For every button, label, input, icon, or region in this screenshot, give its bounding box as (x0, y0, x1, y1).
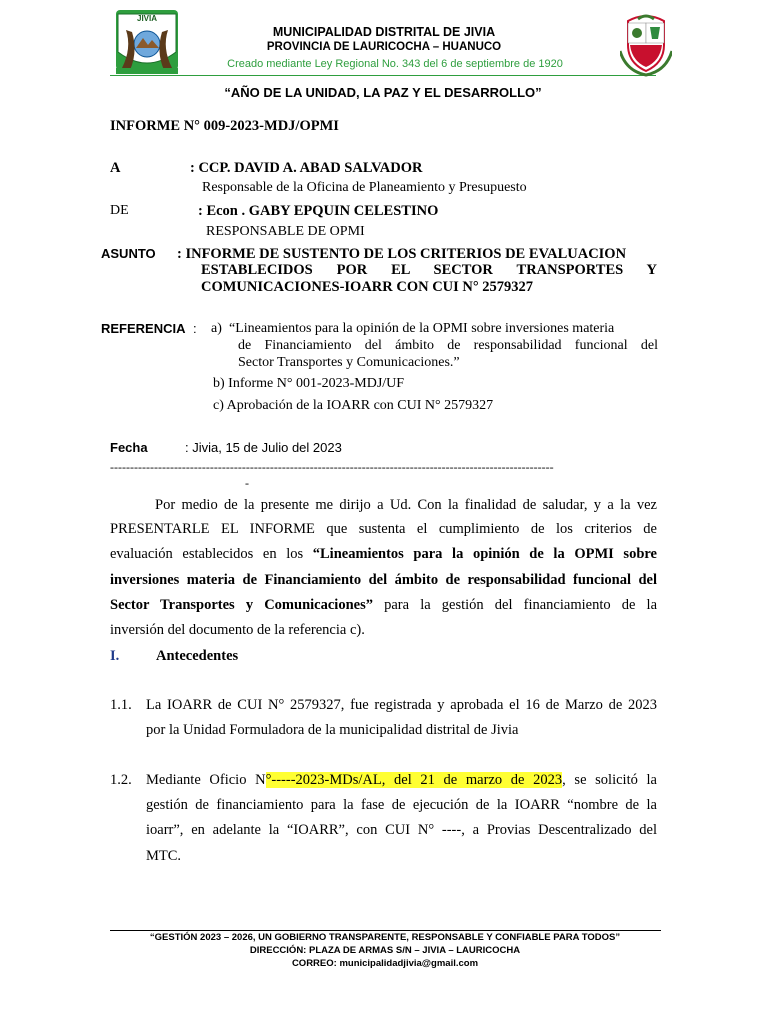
intro-line-3-plain: evaluación establecidos en los (110, 546, 304, 562)
intro-line-4: inversiones materia de Financiamiento del ámbito de responsabilidad funcional del (110, 572, 657, 588)
item-1-2-line-2: gestión de financiamiento para la fase de ejecución de la IOARR “nombre de la (146, 797, 657, 813)
from-role: RESPONSABLE DE OPMI (206, 224, 365, 239)
separator-line: --------------------------------------------------------------------------------------------------------------- (110, 460, 554, 474)
intro-line-5-bold: Sector Transportes y Comunicaciones” (110, 597, 373, 613)
header-province: PROVINCIA DE LAURICOCHA – HUANUCO (266, 41, 502, 53)
to-role: Responsable de la Oficina de Planeamiento y Presupuesto (202, 180, 527, 195)
highlighted-oficio-reference: °-----2023-MDs/AL, del 21 de marzo de 2023 (265, 772, 563, 788)
section-numeral: I. (110, 648, 120, 664)
date-value: : Jivia, 15 de Julio del 2023 (185, 440, 342, 455)
separator-tail: - (245, 476, 249, 490)
reference-a-line-3: Sector Transportes y Comunicaciones.” (238, 355, 460, 370)
header-rule (110, 75, 656, 76)
municipal-logo (112, 8, 182, 78)
item-1-2-line-1-end: , se solicitó la (562, 772, 657, 788)
peru-coat-of-arms-icon (620, 11, 672, 77)
reference-a-line-1: “Lineamientos para la opinión de la OPMI sobre inversiones materia (229, 321, 615, 336)
item-1-1-line-1: La IOARR de CUI N° 2579327, fue registrada y aprobada el 16 de Marzo de 2023 (146, 697, 657, 713)
subject-label: ASUNTO (101, 246, 156, 261)
item-1-2-line-1 (146, 772, 657, 789)
intro-line-3 (110, 546, 657, 563)
year-motto: “AÑO DE LA UNIDAD, LA PAZ Y EL DESARROLLO” (224, 85, 542, 100)
intro-line-1: Por medio de la presente me dirijo a Ud. Con la finalidad de saludar, y a la vez (155, 497, 657, 513)
reference-c: c) Aprobación de la IOARR con CUI N° 2579327 (213, 398, 494, 413)
reference-b: b) Informe N° 001-2023-MDJ/UF (213, 376, 405, 391)
item-1-2-line-1-start: Mediante Oficio N (146, 772, 266, 788)
item-1-1-number: 1.1. (110, 697, 132, 713)
reference-label: REFERENCIA (101, 321, 186, 336)
reference-a-line-2: de Financiamiento del ámbito de responsabilidad funcional del (238, 338, 658, 353)
section-title: Antecedentes (156, 648, 239, 664)
reference-a-letter: a) (211, 321, 222, 336)
header-created: Creado mediante Ley Regional No. 343 del 6 de septiembre de 1920 (227, 58, 563, 70)
date-label: Fecha (110, 440, 148, 455)
footer-motto: “GESTIÓN 2023 – 2026, UN GOBIERNO TRANSPARENTE, RESPONSABLE Y CONFIABLE PARA TODOS” (149, 932, 621, 943)
subject-line-3: COMUNICACIONES-IOARR CON CUI N° 2579327 (201, 279, 534, 295)
from-name: : Econ . GABY EPQUIN CELESTINO (198, 203, 439, 219)
logo-text: JIVIA (137, 14, 158, 23)
footer-email: CORREO: municipalidadjivia@gmail.com (291, 958, 479, 969)
memo-number: INFORME N° 009-2023-MDJ/OPMI (110, 118, 339, 134)
footer-address: DIRECCIÓN: PLAZA DE ARMAS S/N – JIVIA – LAURICOCHA (249, 945, 521, 956)
footer-rule (110, 930, 661, 931)
intro-line-6: inversión del documento de la referencia c). (110, 622, 365, 638)
intro-line-2: PRESENTARLE EL INFORME que sustenta el cumplimiento de los criterios de (110, 521, 657, 537)
subject-line-1: : INFORME DE SUSTENTO DE LOS CRITERIOS DE EVALUACION (177, 246, 627, 262)
to-label: A (110, 160, 121, 176)
intro-line-3-bold: “Lineamientos para la opinión de la OPMI sobre (312, 546, 657, 562)
intro-line-5 (110, 597, 657, 614)
reference-colon: : (193, 321, 197, 336)
item-1-2-line-3: ioarr”, en adelante la “IOARR”, con CUI N° ----, a Provias Descentralizado del (146, 822, 657, 838)
subject-line-2: ESTABLECIDOS POR EL SECTOR TRANSPORTES Y (201, 262, 657, 278)
to-name: : CCP. DAVID A. ABAD SALVADOR (190, 160, 423, 176)
item-1-1-line-2: por la Unidad Formuladora de la municipalidad distrital de Jivia (146, 722, 519, 738)
header-title: MUNICIPALIDAD DISTRITAL DE JIVIA (272, 25, 496, 39)
from-label: DE (110, 203, 129, 218)
item-1-2-line-4: MTC. (146, 848, 182, 864)
item-1-2-number: 1.2. (110, 772, 132, 788)
intro-line-5-plain: para la gestión del financiamiento de la (384, 597, 658, 613)
